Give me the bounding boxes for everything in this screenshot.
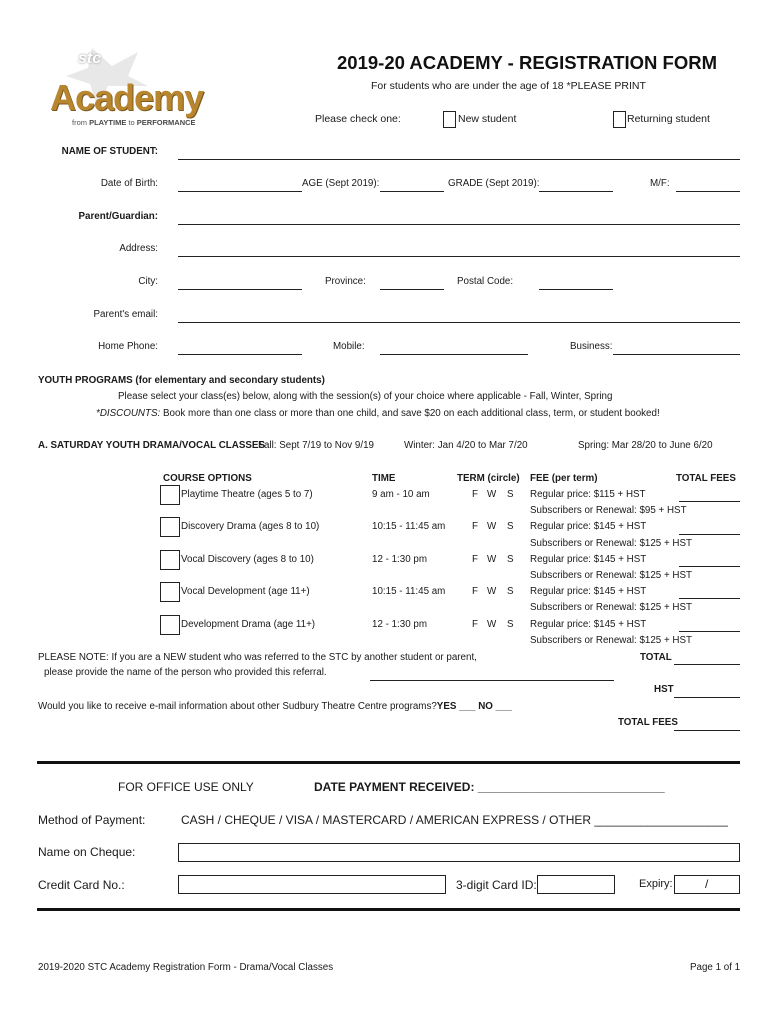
email-field[interactable] xyxy=(178,322,740,323)
fall-dates: Fall: Sept 7/19 to Nov 9/19 xyxy=(258,440,374,451)
method-label: Method of Payment: xyxy=(38,813,146,827)
winter-dates: Winter: Jan 4/20 to Mar 7/20 xyxy=(404,440,528,451)
term-winter[interactable]: W xyxy=(487,586,497,597)
course-time: 12 - 1:30 pm xyxy=(372,619,428,630)
page-number: Page 1 of 1 xyxy=(690,962,741,973)
course-total-field[interactable] xyxy=(679,501,740,502)
term-spring[interactable]: S xyxy=(507,521,514,532)
fee-regular: Regular price: $145 + HST xyxy=(530,521,647,532)
course-checkbox[interactable] xyxy=(160,582,180,602)
address-field[interactable] xyxy=(178,256,740,257)
youth-heading: YOUTH PROGRAMS (for elementary and secondary students) xyxy=(38,375,325,386)
home-phone-label: Home Phone: xyxy=(98,341,158,352)
col-fee: FEE (per term) xyxy=(530,473,598,484)
referral-note-2: please provide the name of the person who provided this referral. xyxy=(44,667,327,678)
footer-title: 2019-2020 STC Academy Registration Form - Drama/Vocal Classes xyxy=(38,962,334,973)
fee-subscriber: Subscribers or Renewal: $125 + HST xyxy=(530,538,692,549)
fee-regular: Regular price: $115 + HST xyxy=(530,489,646,500)
dob-label: Date of Birth: xyxy=(100,178,158,189)
cheque-name-label: Name on Cheque: xyxy=(38,845,136,859)
province-field[interactable] xyxy=(380,289,444,290)
term-fall[interactable]: F xyxy=(472,521,478,532)
term-fall[interactable]: F xyxy=(472,554,478,565)
office-divider-bottom xyxy=(37,908,740,911)
form-title: 2019-20 ACADEMY - REGISTRATION FORM xyxy=(337,52,717,73)
term-winter[interactable]: W xyxy=(487,619,497,630)
term-fall[interactable]: F xyxy=(472,489,478,500)
course-checkbox[interactable] xyxy=(160,615,180,635)
logo-tagline: from PLAYTIME to PERFORMANCE xyxy=(72,118,196,127)
age-field[interactable] xyxy=(380,191,444,192)
discount-label: *DISCOUNTS: xyxy=(96,408,161,419)
term-spring[interactable]: S xyxy=(507,586,514,597)
course-name: Vocal Development (age 11+) xyxy=(181,586,310,597)
dob-field[interactable] xyxy=(178,191,302,192)
hst-label: HST xyxy=(654,684,674,695)
col-course: COURSE OPTIONS xyxy=(163,473,252,484)
office-divider-top xyxy=(37,761,740,764)
mf-field[interactable] xyxy=(676,191,740,192)
course-checkbox[interactable] xyxy=(160,485,180,505)
col-time: TIME xyxy=(372,473,396,484)
parent-label: Parent/Guardian: xyxy=(78,211,158,222)
youth-instruction: Please select your class(es) below, along with the session(s) of your choice where applicable - Fall, Winter, Spring xyxy=(118,391,613,402)
postal-field[interactable] xyxy=(539,289,613,290)
term-spring[interactable]: S xyxy=(507,619,514,630)
course-total-field[interactable] xyxy=(679,566,740,567)
email-yes-no[interactable]: YES ___ NO ___ xyxy=(436,701,512,712)
term-spring[interactable]: S xyxy=(507,489,514,500)
course-name: Playtime Theatre (ages 5 to 7) xyxy=(181,489,313,500)
expiry-separator: / xyxy=(705,877,709,891)
hst-field[interactable] xyxy=(674,697,740,698)
date-payment-received: DATE PAYMENT RECEIVED: ____________________________ xyxy=(314,780,665,794)
cc-id-field[interactable] xyxy=(537,875,615,894)
method-options: CASH / CHEQUE / VISA / MASTERCARD / AMERICAN EXPRESS / OTHER ____________________ xyxy=(181,813,728,827)
returning-student-label: Returning student xyxy=(627,113,710,125)
province-label: Province: xyxy=(325,276,366,287)
name-field[interactable] xyxy=(178,159,740,160)
term-fall[interactable]: F xyxy=(472,619,478,630)
postal-label: Postal Code: xyxy=(457,276,514,287)
course-name: Discovery Drama (ages 8 to 10) xyxy=(181,521,320,532)
logo-academy: Academy xyxy=(50,77,204,118)
total-label: TOTAL xyxy=(640,652,672,663)
city-label: City: xyxy=(138,276,158,287)
logo-stc: stc xyxy=(78,50,102,67)
course-total-field[interactable] xyxy=(679,534,740,535)
office-heading: FOR OFFICE USE ONLY xyxy=(118,780,254,794)
total-field[interactable] xyxy=(674,664,740,665)
course-time: 10:15 - 11:45 am xyxy=(372,586,446,597)
returning-student-checkbox[interactable] xyxy=(613,111,626,128)
name-label: NAME OF STUDENT: xyxy=(61,146,158,157)
city-field[interactable] xyxy=(178,289,302,290)
mobile-label: Mobile: xyxy=(333,341,365,352)
mf-label: M/F: xyxy=(650,178,670,189)
age-label: AGE (Sept 2019): xyxy=(302,178,380,189)
course-checkbox[interactable] xyxy=(160,550,180,570)
course-time: 10:15 - 11:45 am xyxy=(372,521,446,532)
check-prompt: Please check one: xyxy=(315,113,401,125)
course-time: 9 am - 10 am xyxy=(372,489,430,500)
fee-subscriber: Subscribers or Renewal: $125 + HST xyxy=(530,570,692,581)
spring-dates: Spring: Mar 28/20 to June 6/20 xyxy=(578,440,713,451)
referral-note: PLEASE NOTE: If you are a NEW student who was referred to the STC by another student or parent, xyxy=(38,652,477,663)
total-fees-field[interactable] xyxy=(674,730,740,731)
grade-field[interactable] xyxy=(539,191,613,192)
total-fees-label: TOTAL FEES xyxy=(618,717,678,728)
form-subtitle: For students who are under the age of 18 *PLEASE PRINT xyxy=(371,80,646,92)
cheque-name-field[interactable] xyxy=(178,843,740,862)
fee-regular: Regular price: $145 + HST xyxy=(530,586,647,597)
fee-regular: Regular price: $145 + HST xyxy=(530,554,647,565)
academy-logo xyxy=(48,46,204,130)
cc-label: Credit Card No.: xyxy=(38,878,125,892)
business-field[interactable] xyxy=(613,354,740,355)
term-winter[interactable]: W xyxy=(487,521,497,532)
discount-text: Book more than one class or more than one child, and save $20 on each additional class, term, or student booked! xyxy=(163,408,660,419)
fee-subscriber: Subscribers or Renewal: $95 + HST xyxy=(530,505,687,516)
term-spring[interactable]: S xyxy=(507,554,514,565)
course-name: Vocal Discovery (ages 8 to 10) xyxy=(181,554,314,565)
cc-id-label: 3-digit Card ID: xyxy=(456,878,537,892)
fee-subscriber: Subscribers or Renewal: $125 + HST xyxy=(530,602,692,613)
fee-subscriber: Subscribers or Renewal: $125 + HST xyxy=(530,635,692,646)
referral-field[interactable] xyxy=(370,680,614,681)
email-label: Parent's email: xyxy=(93,309,158,320)
expiry-label: Expiry: xyxy=(639,878,673,890)
course-total-field[interactable] xyxy=(679,598,740,599)
course-name: Development Drama (age 11+) xyxy=(181,619,316,630)
email-question: Would you like to receive e-mail information about other Sudbury Theatre Centre programs?YES ___ NO ___ xyxy=(38,701,512,712)
grade-label: GRADE (Sept 2019): xyxy=(448,178,540,189)
cc-field[interactable] xyxy=(178,875,446,894)
course-checkbox[interactable] xyxy=(160,517,180,537)
fee-regular: Regular price: $145 + HST xyxy=(530,619,647,630)
course-time: 12 - 1:30 pm xyxy=(372,554,428,565)
home-phone-field[interactable] xyxy=(178,354,302,355)
course-total-field[interactable] xyxy=(679,631,740,632)
mobile-field[interactable] xyxy=(380,354,528,355)
term-winter[interactable]: W xyxy=(487,554,497,565)
term-winter[interactable]: W xyxy=(487,489,497,500)
term-fall[interactable]: F xyxy=(472,586,478,597)
section-a-heading: A. SATURDAY YOUTH DRAMA/VOCAL CLASSES xyxy=(38,440,265,451)
business-label: Business: xyxy=(570,341,613,352)
col-total: TOTAL FEES xyxy=(676,473,736,484)
address-label: Address: xyxy=(119,243,158,254)
col-term: TERM (circle) xyxy=(457,473,520,484)
new-student-label: New student xyxy=(458,113,517,125)
new-student-checkbox[interactable] xyxy=(443,111,456,128)
parent-field[interactable] xyxy=(178,224,740,225)
